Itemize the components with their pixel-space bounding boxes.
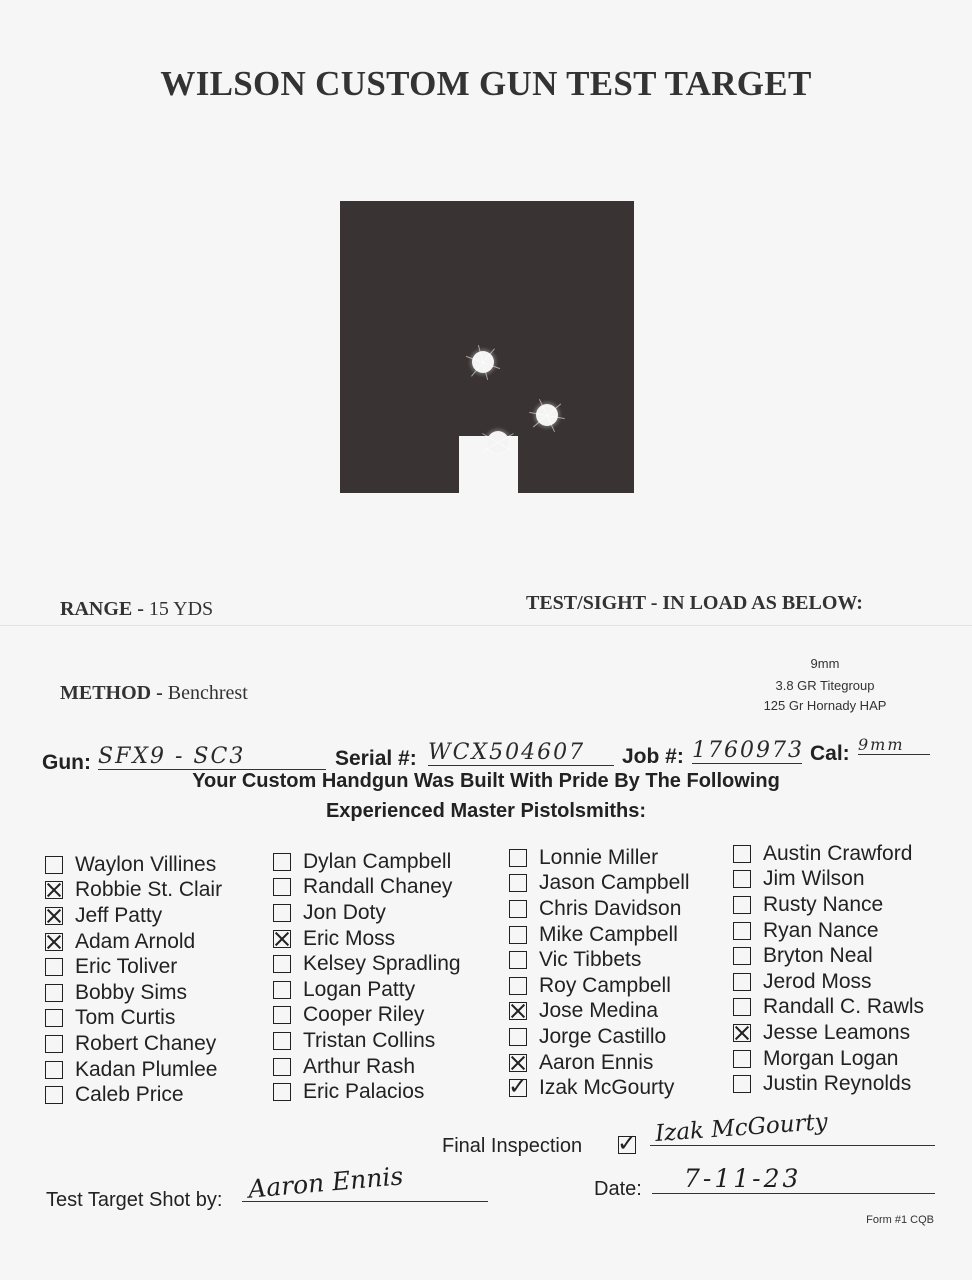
pistolsmith-name: Adam Arnold xyxy=(75,929,196,953)
serial-label: Serial #: xyxy=(335,747,417,770)
empty-checkbox xyxy=(273,853,291,871)
empty-checkbox xyxy=(45,958,63,976)
final-inspection-label: Final Inspection xyxy=(442,1135,583,1157)
pistolsmith-item xyxy=(45,929,222,955)
pride-line-1: Your Custom Handgun Was Built With Pride By The Following xyxy=(192,770,780,792)
x-marked-box xyxy=(509,1054,527,1072)
x-marked-box xyxy=(45,881,63,899)
pistolsmith-name: Dylan Campbell xyxy=(303,849,452,873)
x-marked-box xyxy=(509,1002,527,1020)
cal-value: 9mm xyxy=(858,735,930,755)
pistolsmith-item xyxy=(273,1003,461,1029)
empty-checkbox xyxy=(733,870,751,888)
pistolsmith-item xyxy=(509,896,690,922)
pistolsmith-item xyxy=(733,841,924,867)
fold-line xyxy=(0,625,972,626)
gun-label: Gun: xyxy=(42,751,91,774)
pistolsmith-name: Tom Curtis xyxy=(75,1006,176,1030)
pistolsmith-item xyxy=(273,926,461,952)
pistolsmith-name: Jorge Castillo xyxy=(539,1024,667,1048)
empty-checkbox xyxy=(45,1009,63,1027)
empty-checkbox xyxy=(509,926,527,944)
x-marked-box xyxy=(45,907,63,925)
serial-value: WCX504607 xyxy=(428,740,614,766)
pistolsmith-item xyxy=(509,845,690,871)
final-inspection-checkbox xyxy=(618,1136,636,1154)
pistolsmith-name: Jason Campbell xyxy=(539,871,690,895)
pistolsmith-item xyxy=(45,1082,222,1108)
x-marked-box xyxy=(733,1024,751,1042)
empty-checkbox xyxy=(273,904,291,922)
pistolsmith-name: Jeff Patty xyxy=(75,903,163,927)
date-line xyxy=(652,1193,935,1194)
empty-checkbox xyxy=(733,922,751,940)
empty-checkbox xyxy=(733,1050,751,1068)
pistolsmith-name: Justin Reynolds xyxy=(763,1072,912,1096)
test-target-label: Test Target Shot by: xyxy=(46,1189,223,1211)
test-sight-label: TEST/SIGHT - IN LOAD AS BELOW: xyxy=(526,592,863,614)
load-bullet: 125 Gr Hornady HAP xyxy=(763,698,887,713)
pistolsmith-item xyxy=(45,1006,222,1032)
pistolsmith-column-2 xyxy=(273,849,461,1105)
pistolsmith-name: Arthur Rash xyxy=(303,1054,416,1078)
x-marked-box xyxy=(273,930,291,948)
pistolsmith-item xyxy=(733,943,924,969)
pistolsmith-item xyxy=(733,1020,924,1046)
pistolsmith-item xyxy=(733,969,924,995)
bullet-hole xyxy=(536,404,558,426)
pistolsmith-name: Morgan Logan xyxy=(763,1046,899,1070)
form-id: Form #1 CQB xyxy=(866,1214,934,1226)
pistolsmith-item xyxy=(45,1057,222,1083)
range-line xyxy=(60,598,213,621)
empty-checkbox xyxy=(45,1086,63,1104)
pistolsmith-name: Rusty Nance xyxy=(763,892,884,916)
empty-checkbox xyxy=(273,1058,291,1076)
cal-label: Cal: xyxy=(810,742,850,765)
empty-checkbox xyxy=(45,984,63,1002)
method-value: Benchrest xyxy=(167,682,248,704)
pistolsmith-item xyxy=(733,867,924,893)
pistolsmith-name: Robert Chaney xyxy=(75,1031,217,1055)
pistolsmith-item xyxy=(45,1031,222,1057)
pistolsmith-name: Mike Campbell xyxy=(539,922,678,946)
empty-checkbox xyxy=(273,1083,291,1101)
empty-checkbox xyxy=(273,878,291,896)
job-value: 1760973 xyxy=(692,738,804,763)
x-marked-box xyxy=(45,933,63,951)
pistolsmith-item xyxy=(273,951,461,977)
empty-checkbox xyxy=(45,1061,63,1079)
empty-checkbox xyxy=(509,874,527,892)
target-square xyxy=(340,201,634,493)
pistolsmith-name: Aaron Ennis xyxy=(539,1050,654,1074)
pistolsmith-name: Jesse Leamons xyxy=(763,1020,911,1044)
empty-checkbox xyxy=(733,998,751,1016)
pistolsmith-item xyxy=(509,1050,690,1076)
empty-checkbox xyxy=(509,1028,527,1046)
empty-checkbox xyxy=(733,896,751,914)
pistolsmith-name: Jim Wilson xyxy=(763,867,865,891)
pistolsmith-item xyxy=(273,1028,461,1054)
pistolsmith-item xyxy=(733,1046,924,1072)
pistolsmith-name: Caleb Price xyxy=(75,1083,184,1107)
gun-value: SFX9 - SC3 xyxy=(98,744,326,770)
date-label: Date: xyxy=(594,1178,642,1200)
pistolsmith-item xyxy=(509,947,690,973)
pistolsmith-column-4 xyxy=(733,841,924,1097)
pistolsmith-name: Vic Tibbets xyxy=(539,948,642,972)
pistolsmith-name: Chris Davidson xyxy=(539,896,682,920)
empty-checkbox xyxy=(733,947,751,965)
pistolsmith-name: Waylon Villines xyxy=(75,852,217,876)
pistolsmith-item xyxy=(45,878,222,904)
pistolsmith-item xyxy=(273,900,461,926)
empty-checkbox xyxy=(273,1032,291,1050)
method-line xyxy=(60,682,248,705)
pistolsmith-item xyxy=(509,1075,690,1101)
pistolsmith-name: Austin Crawford xyxy=(763,841,913,865)
pistolsmith-name: Jose Medina xyxy=(539,999,659,1023)
pistolsmith-name: Eric Moss xyxy=(303,926,396,950)
pistolsmith-name: Bryton Neal xyxy=(763,944,873,968)
pistolsmith-item xyxy=(273,849,461,875)
empty-checkbox xyxy=(509,951,527,969)
final-inspection-line xyxy=(650,1145,935,1146)
pistolsmith-item xyxy=(45,852,222,878)
empty-checkbox xyxy=(273,1006,291,1024)
range-value: 15 YDS xyxy=(148,598,214,620)
empty-checkbox xyxy=(733,845,751,863)
pistolsmith-item xyxy=(509,1024,690,1050)
page-title: WILSON CUSTOM GUN TEST TARGET xyxy=(160,64,812,103)
checked-box xyxy=(509,1079,527,1097)
pistolsmith-item xyxy=(509,922,690,948)
empty-checkbox xyxy=(45,1035,63,1053)
pistolsmith-item xyxy=(733,1071,924,1097)
pistolsmith-name: Jerod Moss xyxy=(763,969,872,993)
pistolsmith-item xyxy=(733,918,924,944)
pistolsmith-name: Roy Campbell xyxy=(539,973,671,997)
date-value: 7-11-23 xyxy=(684,1164,802,1193)
pistolsmith-item xyxy=(273,1054,461,1080)
pistolsmith-item xyxy=(273,875,461,901)
empty-checkbox xyxy=(509,849,527,867)
bullet-hole xyxy=(487,431,509,453)
pistolsmith-name: Cooper Riley xyxy=(303,1003,425,1027)
job-label: Job #: xyxy=(622,745,684,768)
empty-checkbox xyxy=(509,977,527,995)
load-caliber: 9mm xyxy=(810,656,840,671)
pistolsmith-item xyxy=(45,903,222,929)
pistolsmith-name: Izak McGourty xyxy=(539,1076,675,1100)
empty-checkbox xyxy=(733,973,751,991)
pistolsmith-name: Logan Patty xyxy=(303,977,416,1001)
pride-line-2: Experienced Master Pistolsmiths: xyxy=(325,800,647,822)
pistolsmith-name: Tristan Collins xyxy=(303,1028,436,1052)
empty-checkbox xyxy=(273,981,291,999)
pistolsmith-item xyxy=(273,977,461,1003)
pistolsmith-name: Jon Doty xyxy=(303,900,386,924)
pistolsmith-name: Robbie St. Clair xyxy=(75,878,223,902)
pistolsmith-item xyxy=(273,1079,461,1105)
pistolsmith-name: Lonnie Miller xyxy=(539,845,659,869)
final-inspection-signature: Izak McGourty xyxy=(654,1109,829,1147)
empty-checkbox xyxy=(733,1075,751,1093)
pistolsmith-name: Randall Chaney xyxy=(303,875,453,899)
bullet-hole xyxy=(472,351,494,373)
pistolsmith-name: Kadan Plumlee xyxy=(75,1057,218,1081)
pistolsmith-name: Randall C. Rawls xyxy=(763,995,925,1019)
pistolsmith-column-3 xyxy=(509,845,690,1101)
pistolsmith-item xyxy=(45,980,222,1006)
empty-checkbox xyxy=(273,955,291,973)
pistolsmith-name: Kelsey Spradling xyxy=(303,952,461,976)
pistolsmith-item xyxy=(733,995,924,1021)
pistolsmith-item xyxy=(509,999,690,1025)
empty-checkbox xyxy=(45,856,63,874)
test-target-signature: Aaron Ennis xyxy=(247,1161,405,1204)
pistolsmith-name: Ryan Nance xyxy=(763,918,879,942)
load-powder: 3.8 GR Titegroup xyxy=(775,678,875,693)
pistolsmith-name: Eric Toliver xyxy=(75,955,178,979)
pistolsmith-item xyxy=(45,954,222,980)
pistolsmith-item xyxy=(509,973,690,999)
pistolsmith-name: Eric Palacios xyxy=(303,1080,425,1104)
method-label: METHOD - xyxy=(60,682,163,704)
pistolsmith-name: Bobby Sims xyxy=(75,980,188,1004)
pistolsmith-column-1 xyxy=(45,852,222,1108)
range-label: RANGE - xyxy=(60,598,144,620)
pistolsmith-item xyxy=(509,871,690,897)
pistolsmith-item xyxy=(733,892,924,918)
empty-checkbox xyxy=(509,900,527,918)
